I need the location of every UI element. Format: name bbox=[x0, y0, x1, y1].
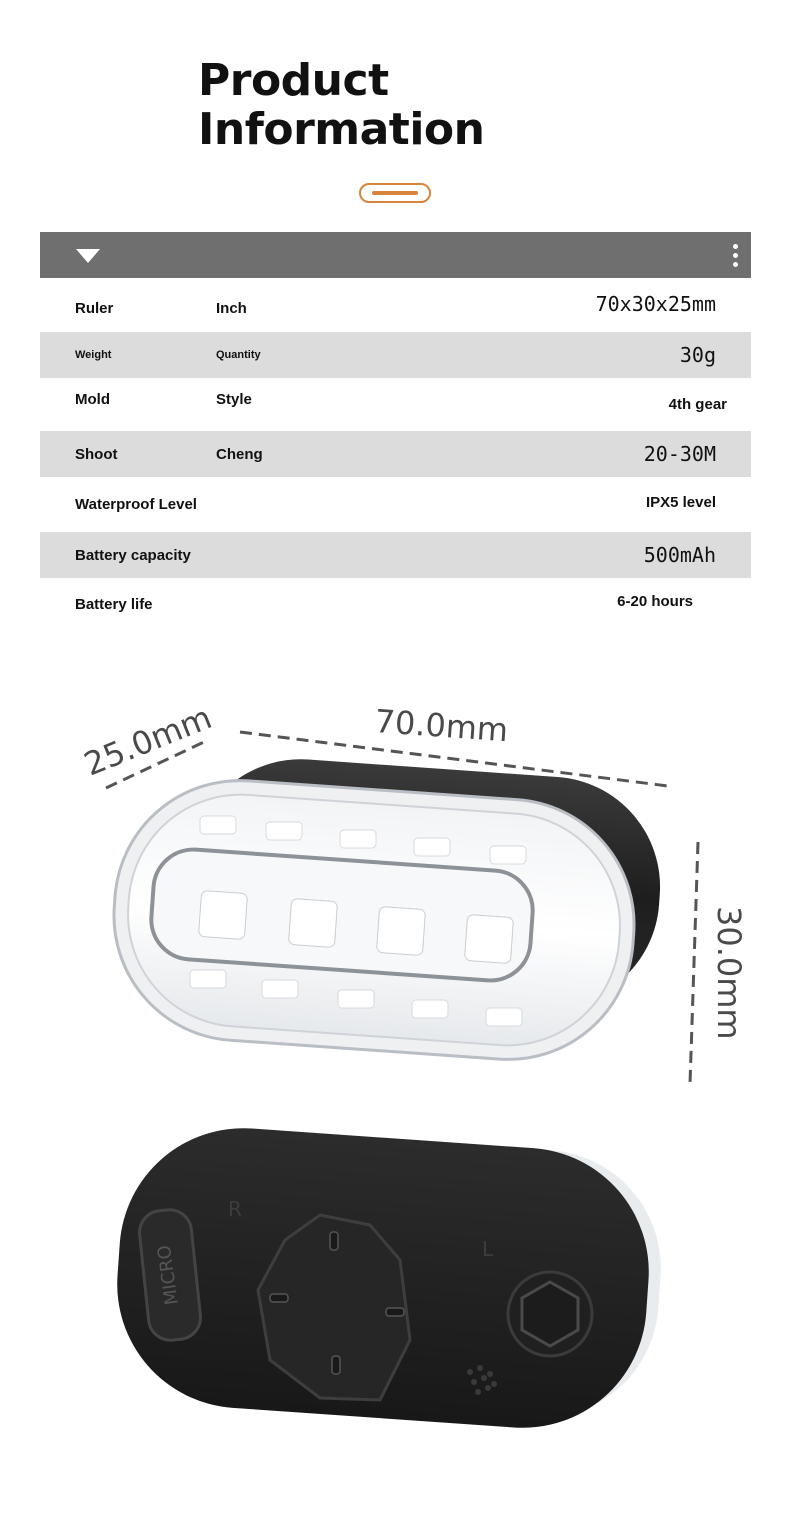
spec-value: 500mAh bbox=[643, 543, 716, 567]
spec-sublabel: Inch bbox=[216, 299, 247, 317]
accent-pill-icon bbox=[359, 183, 431, 203]
spec-value: IPX5 level bbox=[645, 493, 716, 511]
spec-table-header bbox=[40, 232, 751, 278]
spec-row-weight bbox=[40, 332, 751, 378]
title-line-1: Product bbox=[198, 55, 389, 106]
spec-sublabel: Quantity bbox=[216, 349, 261, 361]
height-dimension: 30.0mm bbox=[710, 906, 748, 1040]
spec-label: Mold bbox=[75, 390, 110, 408]
more-vertical-icon[interactable] bbox=[733, 244, 737, 268]
spec-sublabel: Cheng bbox=[216, 445, 263, 463]
spec-row-battery-life bbox=[40, 581, 751, 627]
power-button-icon[interactable] bbox=[508, 1272, 592, 1356]
right-label: R bbox=[228, 1197, 242, 1221]
spec-label: Battery life bbox=[75, 595, 153, 613]
light-front-view bbox=[106, 752, 668, 1068]
micro-port-label: MICRO bbox=[153, 1243, 183, 1307]
spec-sublabel: Style bbox=[216, 390, 252, 408]
title-line-2: Information bbox=[198, 104, 485, 155]
spec-label: Battery capacity bbox=[75, 546, 191, 564]
spec-value: 6-20 hours bbox=[617, 592, 693, 610]
spec-row-ruler bbox=[40, 285, 751, 331]
light-back-view bbox=[109, 1120, 669, 1436]
spec-row-battery-capacity bbox=[40, 532, 751, 578]
spec-row-shoot bbox=[40, 431, 751, 477]
spec-label: Shoot bbox=[75, 445, 118, 463]
spec-label: Waterproof Level bbox=[75, 495, 197, 513]
spec-row-mold bbox=[40, 378, 751, 424]
spec-value: 70x30x25mm bbox=[595, 292, 716, 316]
spec-value: 4th gear bbox=[668, 395, 727, 413]
length-dimension: 70.0mm bbox=[373, 702, 510, 750]
spec-label: Ruler bbox=[75, 299, 114, 317]
spec-value: 30g bbox=[679, 343, 716, 367]
spec-value: 20-30M bbox=[643, 442, 716, 466]
left-label: L bbox=[482, 1237, 494, 1261]
triangle-down-icon[interactable] bbox=[76, 249, 100, 263]
spec-row-waterproof bbox=[40, 481, 751, 527]
page-title bbox=[198, 56, 484, 154]
product-diagram bbox=[0, 640, 790, 1536]
depth-dimension: 25.0mm bbox=[78, 698, 217, 784]
spec-label: Weight bbox=[75, 349, 112, 361]
